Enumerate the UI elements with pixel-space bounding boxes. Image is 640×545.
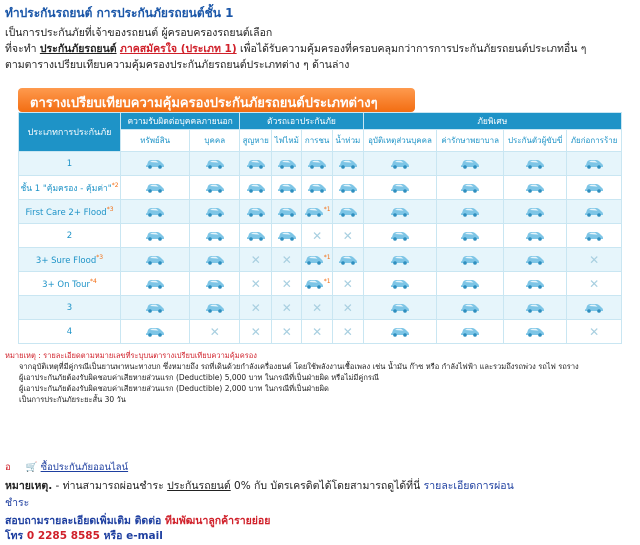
table-row: [19, 152, 622, 176]
bullet-mark: อ: [5, 462, 11, 473]
covered-car-icon: [332, 152, 363, 176]
table-row: [19, 320, 622, 344]
contact-text: สอบถามรายละเอียดเพิ่มเติม ติดต่อ: [5, 515, 166, 527]
not-covered-icon: ✕: [302, 296, 333, 320]
covered-car-icon: [363, 176, 437, 200]
intro-text-d: เพื่อได้รับความคุ้มครองที่ครอบคลุมกว่าการการประกันภัยรถยนต์ประเภทอื่น ๆ: [236, 43, 587, 55]
covered-car-icon: [272, 152, 302, 176]
intro-line-2: [5, 41, 635, 57]
note-number: [5, 361, 19, 372]
row-label-text: ชั้น 1 "คุ้มครอง - คุ้มค่า": [20, 183, 112, 194]
row-label: [19, 224, 121, 248]
note-text: เป็นการประกันภัยระยะสั้น 30 วัน: [19, 395, 126, 404]
not-covered-icon: ✕: [302, 224, 333, 248]
voluntary-type1-link[interactable]: ภาคสมัครใจ (ประเภท 1): [119, 43, 237, 55]
row-label-text: 1: [66, 158, 73, 169]
group-special-perils: ภัยพิเศษ: [363, 113, 621, 130]
col-3: ไฟไหม้: [272, 130, 302, 152]
covered-car-icon: [363, 200, 437, 224]
notes-heading: หมายเหตุ : รายละเอียดตามหมายเลขที่ระบุบนตารางเปรียบเทียบความคุ้มครอง: [5, 351, 257, 360]
table-row: [19, 200, 622, 224]
covered-car-icon: [302, 248, 333, 272]
coverage-comparison-table: [18, 112, 622, 344]
covered-car-icon: [240, 152, 272, 176]
covered-car-icon: [437, 176, 504, 200]
not-covered-icon: ✕: [190, 320, 240, 344]
covered-car-icon: [504, 248, 567, 272]
covered-car-icon: [190, 248, 240, 272]
cell-footnote: *1: [323, 254, 331, 261]
row-label-text: 2: [66, 230, 73, 241]
covered-car-icon: [504, 152, 567, 176]
col-9: ภัยก่อการร้าย: [567, 130, 622, 152]
buy-online-link[interactable]: ซื้อประกันภัยออนไลน์: [40, 462, 129, 473]
remark-text-b: - ท่านสามารถผ่อนชำระ: [52, 480, 168, 492]
row-label-text: 3+ Sure Flood: [35, 255, 97, 266]
covered-car-icon: [504, 296, 567, 320]
row-label: [19, 248, 121, 272]
retail-team-link[interactable]: ทีมพัฒนาลูกค้ารายย่อย: [165, 515, 271, 527]
note-item: [5, 372, 630, 383]
covered-car-icon: [190, 272, 240, 296]
contact-line-2: [5, 529, 270, 544]
note-text: ผู้เอาประกันภัยต้องรับผิดชอบค่าเสียหายส่วนแรก (Deductible) 5,000 บาท ในกรณีที่เป็นฝ่ายผิด หรือไม่มีคู่กรณี: [19, 373, 379, 382]
remark-text-d: 0% กับ บัตรเครดิตได้โดยสามารถดูได้ที่นี่: [230, 480, 424, 492]
not-covered-icon: ✕: [332, 320, 363, 344]
row-label-text: 3+ On Tour: [42, 279, 90, 290]
covered-car-icon: [437, 152, 504, 176]
covered-car-icon: [504, 272, 567, 296]
covered-car-icon: [121, 320, 190, 344]
row-footnote: *2: [111, 181, 119, 189]
covered-car-icon: [121, 152, 190, 176]
covered-car-icon: [272, 200, 302, 224]
row-label: [19, 296, 121, 320]
covered-car-icon: [240, 200, 272, 224]
covered-car-icon: [504, 200, 567, 224]
covered-car-icon: [363, 152, 437, 176]
covered-car-icon: [567, 296, 622, 320]
covered-car-icon: [272, 224, 302, 248]
page-title: ทำประกันรถยนต์ การประกันภัยรถยนต์ชั้น 1: [5, 6, 234, 20]
note-number: [5, 383, 19, 394]
covered-car-icon: [363, 248, 437, 272]
not-covered-icon: ✕: [567, 320, 622, 344]
covered-car-icon: [190, 296, 240, 320]
covered-car-icon: [437, 200, 504, 224]
covered-car-icon: [567, 200, 622, 224]
covered-car-icon: [437, 296, 504, 320]
not-covered-icon: ✕: [332, 296, 363, 320]
table-row: [19, 272, 622, 296]
not-covered-icon: ✕: [240, 248, 272, 272]
not-covered-icon: ✕: [240, 272, 272, 296]
table-row: [19, 248, 622, 272]
covered-car-icon: [190, 224, 240, 248]
covered-car-icon: [190, 176, 240, 200]
row-footnote: *3: [106, 205, 114, 213]
installment-details-link[interactable]: รายละเอียดการผ่อน: [423, 480, 514, 492]
email-link[interactable]: e-mail: [126, 530, 163, 542]
row-label: [19, 320, 121, 344]
note-text: ผู้เอาประกันภัยต้องรับผิดชอบค่าเสียหายส่วนแรก (Deductible) 2,000 บาท ในกรณีที่เป็นฝ่ายผิด: [19, 384, 329, 393]
comparison-banner: ตารางเปรียบเทียบความคุ้มครองประกันภัยรถยนต์ประเภทต่างๆ: [18, 88, 415, 112]
not-covered-icon: ✕: [272, 296, 302, 320]
covered-car-icon: [437, 320, 504, 344]
row-label-text: 4: [66, 326, 73, 337]
contact-line-1: [5, 514, 270, 529]
car-insurance-link[interactable]: ประกันภัยรถยนต์: [39, 43, 117, 55]
cell-footnote: *1: [323, 206, 331, 213]
covered-car-icon: [567, 176, 622, 200]
intro-line-3: ตามตารางเปรียบเทียบความคุ้มครองประกันภัยรถยนต์ประเภทต่าง ๆ ด้านล่าง: [5, 59, 350, 71]
col-0: ทรัพย์สิน: [121, 130, 190, 152]
row-label: [19, 272, 121, 296]
covered-car-icon: [121, 248, 190, 272]
covered-car-icon: [121, 272, 190, 296]
covered-car-icon: [121, 296, 190, 320]
covered-car-icon: [567, 224, 622, 248]
not-covered-icon: ✕: [332, 272, 363, 296]
not-covered-icon: ✕: [332, 224, 363, 248]
not-covered-icon: ✕: [567, 272, 622, 296]
note-number: [5, 372, 19, 383]
covered-car-icon: [190, 152, 240, 176]
installment-remark: [5, 478, 635, 512]
table-row: [19, 176, 622, 200]
group-third-party: ความรับผิดต่อบุคคลภายนอก: [121, 113, 240, 130]
covered-car-icon: [332, 248, 363, 272]
covered-car-icon: [437, 224, 504, 248]
car-insurance-link-2[interactable]: ประกันรถยนต์: [167, 480, 231, 492]
intro-text-a: ที่จะทำ: [5, 43, 40, 55]
installment-details-link-cont[interactable]: ชำระ: [5, 497, 30, 509]
row-label-text: First Care 2+ Flood: [25, 207, 107, 218]
row-footnote: *4: [90, 277, 97, 285]
covered-car-icon: [240, 176, 272, 200]
not-covered-icon: ✕: [272, 320, 302, 344]
covered-car-icon: [121, 176, 190, 200]
covered-car-icon: [504, 224, 567, 248]
col-4: การชน: [302, 130, 333, 152]
phone-label: โทร: [5, 530, 27, 542]
contact-section: [5, 514, 270, 544]
covered-car-icon: [121, 200, 190, 224]
covered-car-icon: [302, 272, 333, 296]
covered-car-icon: [437, 272, 504, 296]
covered-car-icon: [302, 200, 333, 224]
not-covered-icon: ✕: [272, 248, 302, 272]
cell-footnote: *1: [323, 278, 331, 285]
covered-car-icon: [272, 176, 302, 200]
note-item: [5, 361, 630, 372]
covered-car-icon: [240, 224, 272, 248]
col-8: ประกันตัวผู้ขับขี่: [504, 130, 567, 152]
row-label: [19, 200, 121, 224]
not-covered-icon: ✕: [567, 248, 622, 272]
row-label-text: 3: [66, 302, 73, 313]
covered-car-icon: [121, 224, 190, 248]
or-text: หรือ: [99, 530, 127, 542]
table-row: [19, 224, 622, 248]
intro-line-1: เป็นการประกันภัยที่เจ้าของรถยนต์ ผู้ครอบครองรถยนต์เลือก: [5, 27, 273, 39]
not-covered-icon: ✕: [272, 272, 302, 296]
table-row: [19, 296, 622, 320]
buy-online: [5, 460, 128, 475]
col-2: สูญหาย: [240, 130, 272, 152]
covered-car-icon: [504, 320, 567, 344]
covered-car-icon: [332, 200, 363, 224]
covered-car-icon: [363, 272, 437, 296]
covered-car-icon: [363, 224, 437, 248]
not-covered-icon: ✕: [240, 296, 272, 320]
col-6: อุบัติเหตุส่วนบุคคล: [363, 130, 437, 152]
covered-car-icon: [302, 176, 333, 200]
note-item: [5, 394, 630, 405]
covered-car-icon: [363, 320, 437, 344]
cart-icon: 🛒: [25, 462, 38, 473]
note-item: [5, 383, 630, 394]
col-insurance-type: ประเภทการประกันภัย: [19, 113, 121, 152]
not-covered-icon: ✕: [240, 320, 272, 344]
row-label: [19, 176, 121, 200]
col-1: บุคคล: [190, 130, 240, 152]
phone-number[interactable]: 0 2285 8585: [26, 530, 100, 542]
covered-car-icon: [437, 248, 504, 272]
intro-text: [5, 25, 635, 73]
covered-car-icon: [504, 176, 567, 200]
note-text: จากอุบัติเหตุที่มีคู่กรณีเป็นยานพาหนะทางบก ซึ่งหมายถึง รถที่เดินด้วยกำลังเครื่องยนต์ โดยใช้พลังงานเชื้อเพลง เช่น น้ำมัน ก๊าซ หรือ กำลังไฟฟ้า และรวมถึงรถพ่วง รถไฟ รถราง: [19, 362, 579, 371]
row-label: [19, 152, 121, 176]
col-5: น้ำท่วม: [332, 130, 363, 152]
row-footnote: *3: [96, 253, 104, 261]
col-7: ค่ารักษาพยาบาล: [437, 130, 504, 152]
covered-car-icon: [190, 200, 240, 224]
covered-car-icon: [332, 176, 363, 200]
covered-car-icon: [567, 152, 622, 176]
notes-section: [5, 350, 630, 405]
remark-label: หมายเหตุ.: [5, 480, 53, 492]
note-number: [5, 394, 19, 405]
covered-car-icon: [363, 296, 437, 320]
not-covered-icon: ✕: [302, 320, 333, 344]
group-own-vehicle: ตัวรถเอาประกันภัย: [240, 113, 364, 130]
covered-car-icon: [302, 152, 333, 176]
